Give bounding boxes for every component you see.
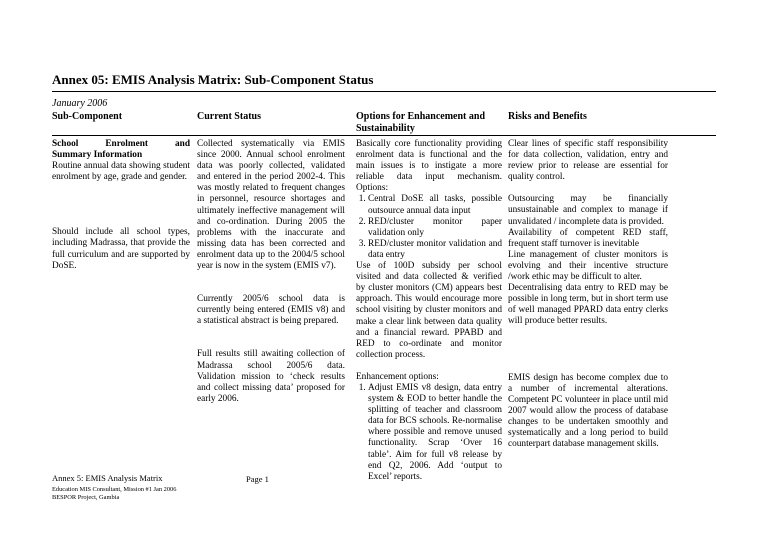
options-intro: Basically core functionality providing enrolment data is functional and the main issues is to instigate a more reliable data input mechanism. Options: [356, 139, 502, 194]
risks-para-1: Clear lines of specific staff responsibility for data collection, validation, entry and review prior to release are essential for quality control. [508, 139, 668, 183]
header-divider [52, 135, 716, 136]
options-para-2: Use of 100D subsidy per school visited and data collected & verified by cluster monitors (CM) appears best approach. This would encourage more school visiting by cluster monitors and make a clear link between data quality and a financial reward. PPABD and RED to co-ordinate and monitor collection process. [356, 261, 502, 360]
sub-component-note: Should include all school types, including Madrassa, that provide the full curriculum and are supported by DoSE. [52, 227, 190, 271]
options-column [356, 139, 502, 483]
footer-consultant: Education MIS Consultant, Mission #1 Jan 2006 [52, 486, 177, 493]
options-list-item: 2. RED/cluster monitor paper validation only [368, 217, 502, 239]
sub-component-heading [52, 139, 190, 150]
sub-component-heading-line2: Summary Information [52, 150, 143, 161]
options-list-item: 1. Central DoSE all tasks, possible outsource annual data input [368, 194, 502, 216]
header-sub-component: Sub-Component [52, 111, 123, 122]
options-list [356, 194, 502, 261]
heading-word-enrolment: Enrolment [105, 139, 149, 149]
footer-project: BESPOR Project, Gambia [52, 494, 120, 501]
enhancement-title: Enhancement options: [356, 371, 439, 382]
risks-column [508, 139, 668, 450]
sub-component-description: Routine annual data showing student enrolment by age, grade and gender. [52, 161, 190, 183]
document-date: January 2006 [52, 98, 108, 109]
heading-word-school: School [52, 139, 79, 149]
heading-word-and: and [175, 139, 190, 149]
risks-para-6: EMIS design has become complex due to a number of incremental alterations. Competent PC volunteer in place until mid 2007 would allow the process of database changes to be undertaken smoothly and systematically and a long period to build counterpart database management skills. [508, 372, 668, 450]
risks-para-3: Availability of competent RED staff, frequent staff turnover is inevitable [508, 227, 668, 249]
header-current-status: Current Status [197, 111, 261, 122]
title-underline [52, 91, 716, 92]
page-title: Annex 05: EMIS Analysis Matrix: Sub-Component Status [52, 72, 374, 87]
sub-component-column [52, 139, 190, 272]
current-status-column [197, 139, 345, 405]
risks-para-2: Outsourcing may be financially unsustainable and complex to manage if unvalidated / incomplete data is provided. [508, 194, 668, 227]
risks-para-5: Decentralising data entry to RED may be possible in long term, but in short term use of well managed PPARD data entry clerks will produce better results. [508, 283, 668, 327]
page-number: Page 1 [246, 474, 269, 484]
header-risks: Risks and Benefits [508, 111, 587, 122]
current-status-para-3: Full results still awaiting collection of Madrassa school 2005/6 data. Validation mission to ‘check results and collect missing data’ proposed for early 2006. [197, 349, 345, 404]
current-status-para-2: Currently 2005/6 school data is currently being entered (EMIS v8) and a statistical abstract is being prepared. [197, 294, 345, 327]
enhancement-list [356, 383, 502, 483]
footer-annex-title: Annex 5: EMIS Analysis Matrix [52, 473, 163, 483]
header-options: Options for Enhancement and Sustainability [356, 111, 486, 134]
current-status-para-1: Collected systematically via EMIS since 2000. Annual school enrolment data was poorly collected, validated and entered in the period 2002-4. This was mostly related to frequent changes in personnel, resource shortages and ultimately ineffective management will and co-ordination. During 2005 the problems with the inaccurate and missing data has been corrected and enrolment data up to the 2004/5 school year is now in the system (EMIS v7). [197, 139, 345, 272]
enhancement-list-item: 1. Adjust EMIS v8 design, data entry system & EOD to better handle the splitting of teacher and classroom data for BCS schools. Re-normalise where possible and remove unused functionality. Scrap ‘Over 16 table’. Aim for full v8 release by end Q2, 2006. Add ‘output to Excel’ reports. [368, 383, 502, 483]
options-list-item: 3. RED/cluster monitor validation and data entry [368, 239, 502, 261]
risks-para-4: Line management of cluster monitors is evolving and their incentive structure /work ethic may be difficult to alter. [508, 249, 668, 283]
